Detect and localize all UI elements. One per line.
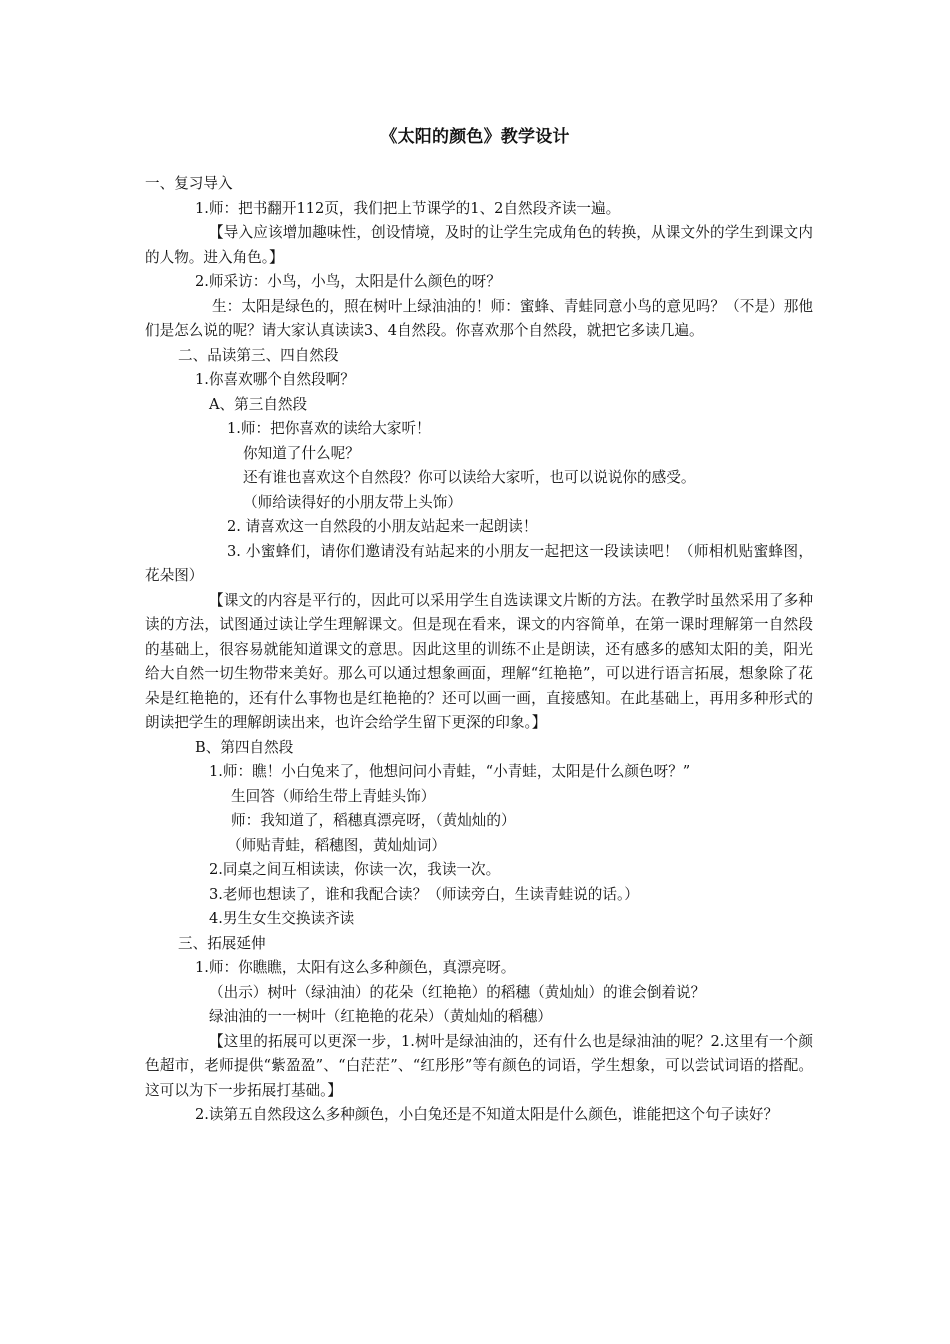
paragraph-line: 1.师：把你喜欢的读给大家听！ bbox=[227, 420, 431, 437]
paragraph-line: （师贴青蛙，稻穗图，黄灿灿词） bbox=[227, 836, 446, 854]
paragraph-line: 2. 请喜欢这一自然段的小朋友站起来一起朗读！ bbox=[227, 518, 538, 535]
paragraph-line: 1.师：瞧！小白兔来了，他想问问小青蛙，“小青蛙，太阳是什么颜色呀？” bbox=[209, 763, 691, 780]
document-title: 《太阳的颜色》教学设计 bbox=[380, 127, 570, 147]
paragraph-line: 生：太阳是绿色的，照在树叶上绿油油的！师：蜜蜂、青蛙同意小鸟的意见吗？（不是）那他们是怎么说的呢？请大家认真读读3、4自然段。你喜欢那个自然段，就把它多读几遍。 bbox=[145, 297, 813, 339]
subsection-heading: A、第三自然段 bbox=[209, 395, 308, 413]
paragraph-line: 3.老师也想读了，谁和我配合读？（师读旁白，生读青蛙说的话。） bbox=[209, 885, 639, 903]
paragraph-line: 2.同桌之间互相读读，你读一次，我读一次。 bbox=[209, 861, 501, 878]
section-heading-extension: 三、拓展延伸 bbox=[178, 934, 266, 952]
paragraph-line: （师给读得好的小朋友带上头饰） bbox=[243, 493, 462, 511]
paragraph-line: 1.师：把书翻开112页，我们把上节课学的1、2自然段齐读一遍。 bbox=[195, 199, 621, 217]
paragraph-line: 还有谁也喜欢这个自然段？你可以读给大家听，也可以说说你的感受。 bbox=[243, 469, 696, 486]
teaching-note: 【课文的内容是平行的，因此可以采用学生自选读课文片断的方法。在教学时虽然采用了多种读的方法，试图通过读让学生理解课文。但是现在看来，课文的内容简单，在第一课时理解第一自然段的基础上，很容易就能知道课文的意思。因此这里的训练不止是朗读，还有感多的感知太阳的美，阳光给大自然一切生物带来美好。那么可以通过想象画面，理解“红艳艳”，可以进行语言拓展，想象除了花朵是红艳艳的，还有什么事物也是红艳艳的？还可以画一画，直接感知。在此基础上，再用多种形式的朗读把学生的理解朗读出来，也许会给学生留下更深的印象。】 bbox=[145, 591, 813, 731]
section-heading-reading: 二、品读第三、四自然段 bbox=[178, 346, 339, 364]
paragraph-line: 4.男生女生交换读齐读 bbox=[209, 910, 355, 927]
subsection-heading: B、第四自然段 bbox=[195, 738, 294, 756]
paragraph-line: 1.你喜欢哪个自然段啊？ bbox=[195, 371, 355, 388]
paragraph-line: （出示）树叶（绿油油）的花朵（红艳艳）的稻穗（黄灿灿）的谁会倒着说？ bbox=[209, 983, 706, 1001]
paragraph-line: 2.读第五自然段这么多种颜色，小白兔还是不知道太阳是什么颜色，谁能把这个句子读好？ bbox=[195, 1106, 779, 1123]
document-body bbox=[145, 172, 813, 1128]
paragraph-line: 生回答（师给生带上青蛙头饰） bbox=[231, 787, 436, 805]
section-heading-review: 一、复习导入 bbox=[145, 175, 233, 192]
paragraph-line: 3. 小蜜蜂们，请你们邀请没有站起来的小朋友一起把这一段读读吧！（师相机贴蜜蜂图，花朵图） bbox=[145, 542, 813, 584]
teaching-note: 【这里的拓展可以更深一步，1.树叶是绿油油的，还有什么也是绿油油的呢？2.这里有一个颜色超市，老师提供“紫盈盈”、“白茫茫”、“红彤彤”等有颜色的词语，学生想象，可以尝试词语的搭配。这可以为下一步拓展打基础。】 bbox=[145, 1032, 813, 1099]
paragraph-line: 2.师采访：小鸟，小鸟，太阳是什么颜色的呀？ bbox=[195, 273, 501, 290]
paragraph-line: 绿油油的一一树叶（红艳艳的花朵）（黄灿灿的稻穗） bbox=[209, 1008, 552, 1025]
paragraph-line: 师：我知道了，稻穗真漂亮呀，（黄灿灿的） bbox=[231, 812, 516, 829]
paragraph-line: 1.师：你瞧瞧，太阳有这么多种颜色，真漂亮呀。 bbox=[195, 959, 516, 976]
teaching-note: 【导入应该增加趣味性，创设情境，及时的让学生完成角色的转换，从课文外的学生到课文内的人物。进入角色。】 bbox=[145, 224, 813, 266]
paragraph-line: 你知道了什么呢？ bbox=[243, 444, 360, 462]
